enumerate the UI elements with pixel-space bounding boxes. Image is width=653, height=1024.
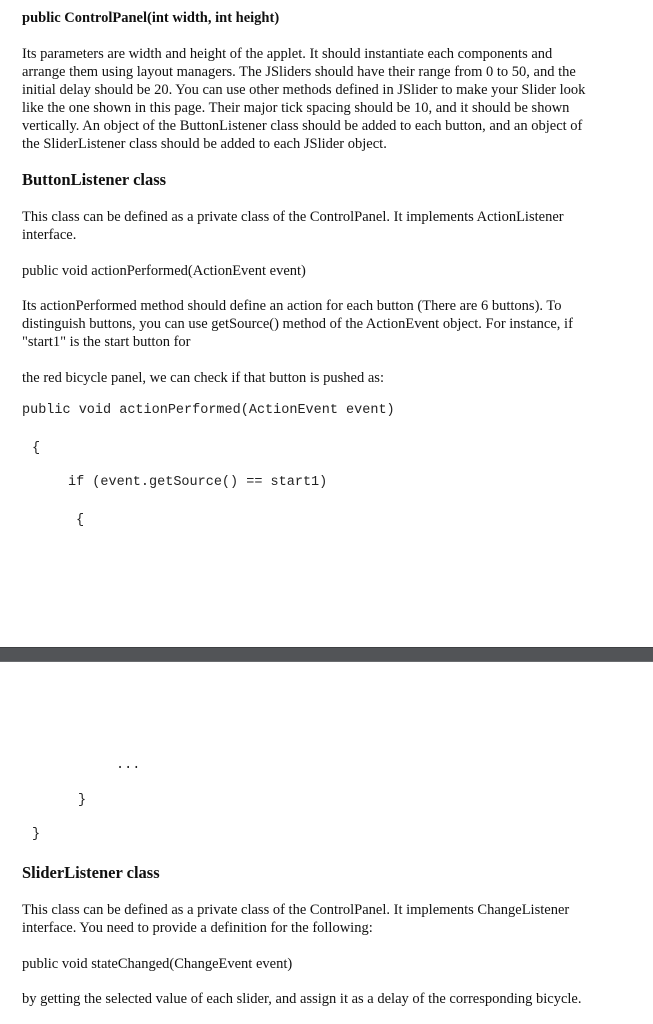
description-line: like the one shown in this page. Their major tick spacing should be 10, and it should be shown bbox=[22, 100, 570, 116]
description-line: distinguish buttons, you can use getSource() method of the ActionEvent object. For instance, if bbox=[22, 316, 573, 332]
slider-listener-description bbox=[22, 901, 634, 937]
description-line: interface. bbox=[22, 227, 77, 243]
button-listener-description bbox=[22, 208, 634, 244]
description-line: arrange them using layout managers. The JSliders should have their range from 0 to 50, and the bbox=[22, 64, 576, 80]
action-performed-description bbox=[22, 297, 634, 351]
page-break-divider bbox=[0, 647, 653, 662]
state-changed-signature: public void stateChanged(ChangeEvent event) bbox=[22, 956, 293, 972]
code-open-brace: { bbox=[32, 441, 41, 456]
description-line: Its actionPerformed method should define an action for each button (There are 6 buttons). To bbox=[22, 298, 562, 314]
description-line: initial delay should be 20. You can use other methods defined in JSlider to make your Slider look bbox=[22, 82, 586, 98]
red-bicycle-line: the red bicycle panel, we can check if that button is pushed as: bbox=[22, 370, 384, 386]
description-line: the SliderListener class should be added to each JSlider object. bbox=[22, 136, 387, 152]
description-line: This class can be defined as a private class of the ControlPanel. It implements ChangeListener bbox=[22, 902, 570, 918]
code-close-brace: } bbox=[32, 827, 41, 842]
description-line: This class can be defined as a private class of the ControlPanel. It implements ActionListener bbox=[22, 209, 564, 225]
description-line: vertically. An object of the ButtonListener class should be added to each button, and an object of bbox=[22, 118, 583, 134]
code-if-statement: if (event.getSource() == start1) bbox=[68, 475, 328, 490]
description-line: interface. You need to provide a definition for the following: bbox=[22, 920, 373, 936]
action-performed-signature: public void actionPerformed(ActionEvent event) bbox=[22, 263, 306, 279]
constructor-description bbox=[22, 45, 634, 153]
description-line: "start1" is the start button for bbox=[22, 334, 191, 350]
code-ellipsis: ... bbox=[116, 758, 141, 773]
constructor-signature: public ControlPanel(int width, int height) bbox=[22, 10, 280, 26]
button-listener-heading: ButtonListener class bbox=[22, 170, 167, 189]
code-inner-close-brace: } bbox=[78, 793, 87, 808]
code-method-signature: public void actionPerformed(ActionEvent event) bbox=[22, 403, 395, 418]
final-description-line: by getting the selected value of each slider, and assign it as a delay of the corresponding bicycle. bbox=[22, 991, 582, 1007]
description-line: Its parameters are width and height of the applet. It should instantiate each components and bbox=[22, 46, 553, 62]
slider-listener-heading: SliderListener class bbox=[22, 863, 160, 882]
code-inner-open-brace: { bbox=[76, 513, 85, 528]
